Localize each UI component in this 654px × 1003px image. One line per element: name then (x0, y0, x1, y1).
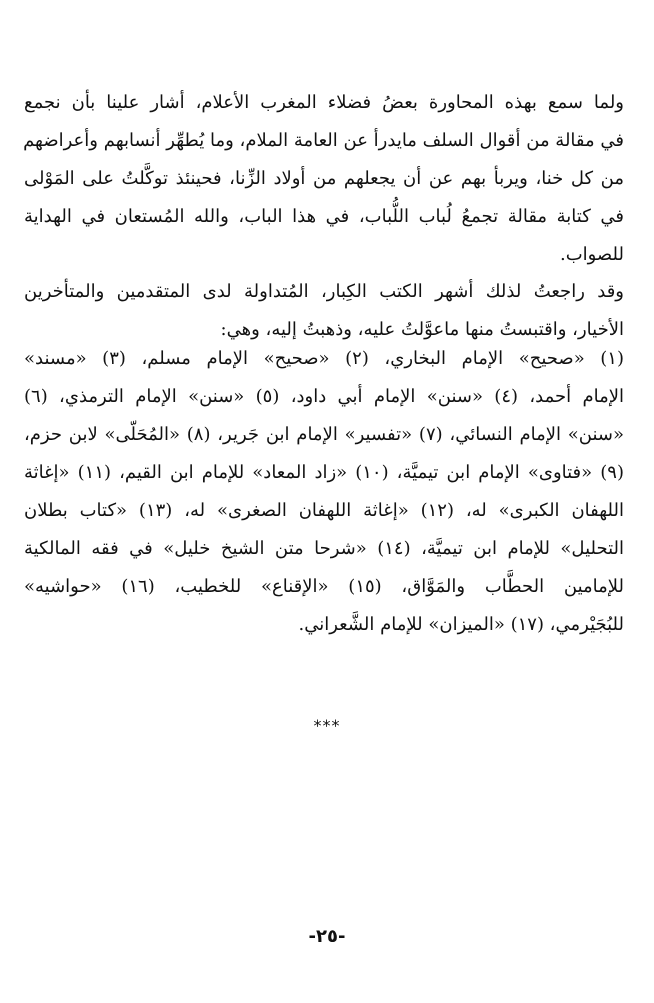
section-divider: *** (313, 716, 341, 735)
text-line: للبُجَيْرمي، (١٧) «الميزان» للإمام الشَّعراني. (298, 614, 624, 635)
text-line: للإمامين الحطَّاب والمَوَّاق، (١٥) «الإقناع» للخطيب، (١٦) «حواشيه» (24, 576, 624, 597)
paragraph-sources-intro (24, 273, 624, 349)
text-line: وقد راجعتُ لذلك أشهر الكتب الكِبار، المُتداولة لدى المتقدمين والمتأخرين (24, 281, 624, 302)
page-number: -٢٥- (308, 926, 346, 947)
text-line: من كل خنا، ويربأ بهم عن أن يجعلهم من أولاد الزِّنا، فحينئذ توكَّلتُ على المَوْلى (24, 168, 624, 189)
text-line: «سنن» الإمام النسائي، (٧) «تفسير» الإمام ابن جَرير، (٨) «المُحَلّى» لابن حزم، (24, 424, 624, 445)
text-line: ولما سمع بهذه المحاورة بعضُ فضلاء المغرب الأعلام، أشار علينا بأن نجمع (24, 92, 624, 113)
text-line: (١) «صحيح» الإمام البخاري، (٢) «صحيح» الإمام مسلم، (٣) «مسند» (24, 348, 624, 369)
paragraph-source-list (24, 340, 624, 644)
text-line: الإمام أحمد، (٤) «سنن» الإمام أبي داود، (٥) «سنن» الإمام الترمذي، (٦) (24, 386, 625, 407)
text-line: (٩) «فتاوى» الإمام ابن تيميَّة، (١٠) «زاد المعاد» للإمام ابن القيم، (١١) «إغاثة (24, 462, 624, 483)
text-line: للصواب. (559, 244, 624, 265)
paragraph-intro (24, 84, 624, 274)
text-line: اللهفان الكبرى» له، (١٢) «إغاثة اللهفان الصغرى» له، (١٣) «كتاب بطلان (24, 500, 624, 521)
text-line: الأخيار، واقتبستُ منها ماعوَّلتُ عليه، وذهبتُ إليه، وهي: (220, 319, 624, 340)
text-line: التحليل» للإمام ابن تيميَّة، (١٤) «شرحا متن الشيخ خليل» في فقه المالكية (24, 538, 624, 559)
text-line: في كتابة مقالة تجمعُ لُباب اللُّباب، في هذا الباب، والله المُستعان في الهداية (24, 206, 624, 227)
text-line: في مقالة من أقوال السلف مايدرأ عن العامة الملام، وما يُطهِّر أنسابهم وأعراضهم (23, 130, 624, 151)
